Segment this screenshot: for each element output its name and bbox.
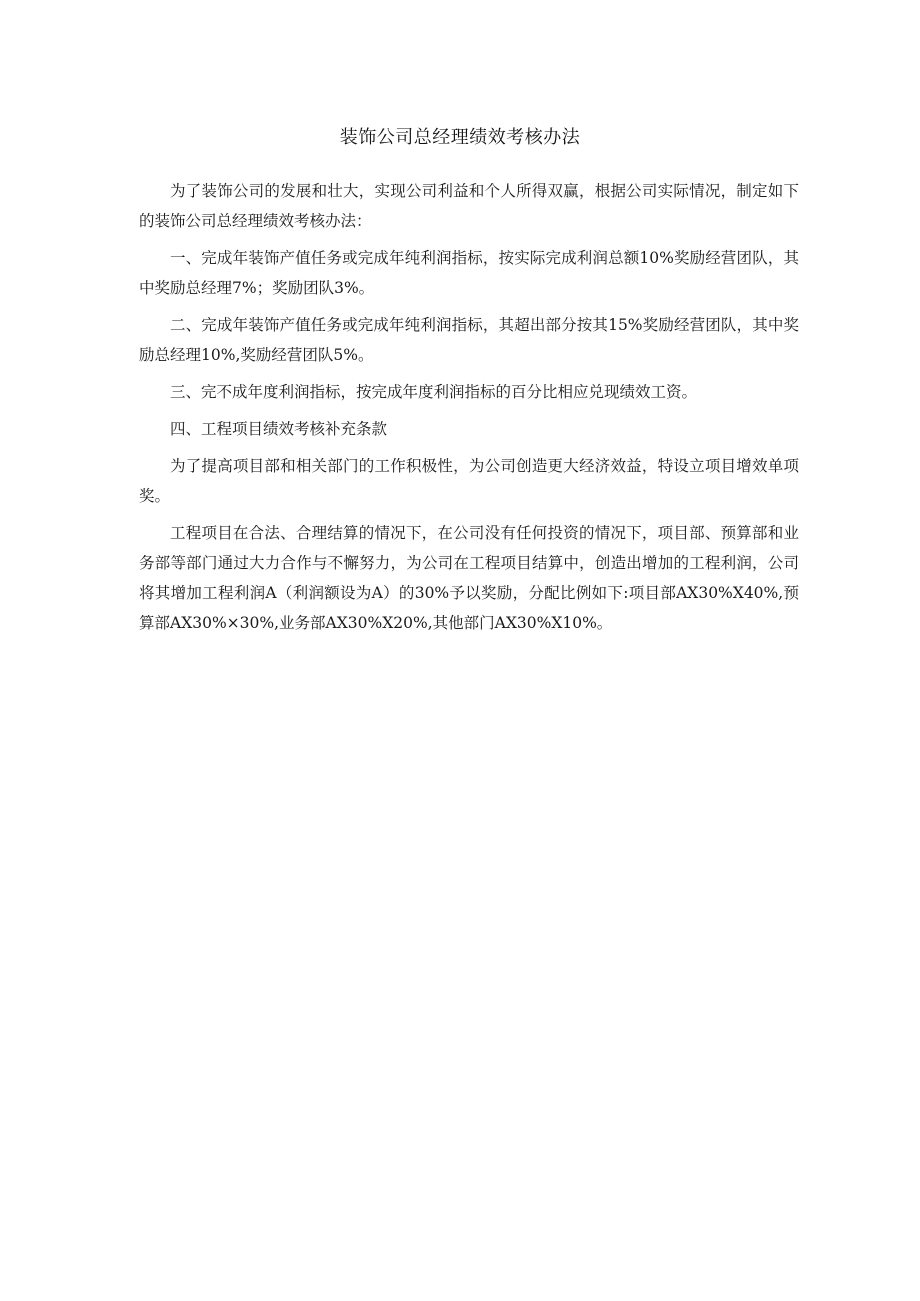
paragraph-clause-2: 二、完成年装饰产值任务或完成年纯利润指标，其超出部分按其15%奖励经营团队，其中奖励总经理10%,奖励经营团队5%。: [139, 316, 799, 364]
paragraph-clause-1: 一、完成年装饰产值任务或完成年纯利润指标，按实际完成利润总额10%奖励经营团队，其中奖励总经理7%；奖励团队3%。: [139, 249, 799, 297]
paragraph-clause-4-heading: 四、工程项目绩效考核补充条款: [170, 420, 388, 438]
paragraph-clause-4-purpose: 为了提高项目部和相关部门的工作积极性，为公司创造更大经济效益，特设立项目增效单项奖。: [139, 457, 799, 505]
document-body: [139, 176, 799, 645]
document-title: 装饰公司总经理绩效考核办法: [339, 127, 581, 148]
paragraph-intro: 为了装饰公司的发展和壮大，实现公司利益和个人所得双赢，根据公司实际情况，制定如下的装饰公司总经理绩效考核办法：: [139, 182, 799, 230]
paragraph-clause-4-detail: 工程项目在合法、合理结算的情况下，在公司没有任何投资的情况下，项目部、预算部和业务部等部门通过大力合作与不懈努力，为公司在工程项目结算中，创造出增加的工程利润，公司将其增加工程利润A（利润额设为A）的30%予以奖励，分配比例如下:项目部AX30%X40%,预算部AX30%×30%,业务部AX30%X20%,其他部门AX30%X10%。: [139, 524, 799, 632]
paragraph-clause-3: 三、完不成年度利润指标，按完成年度利润指标的百分比相应兑现绩效工资。: [170, 383, 698, 401]
